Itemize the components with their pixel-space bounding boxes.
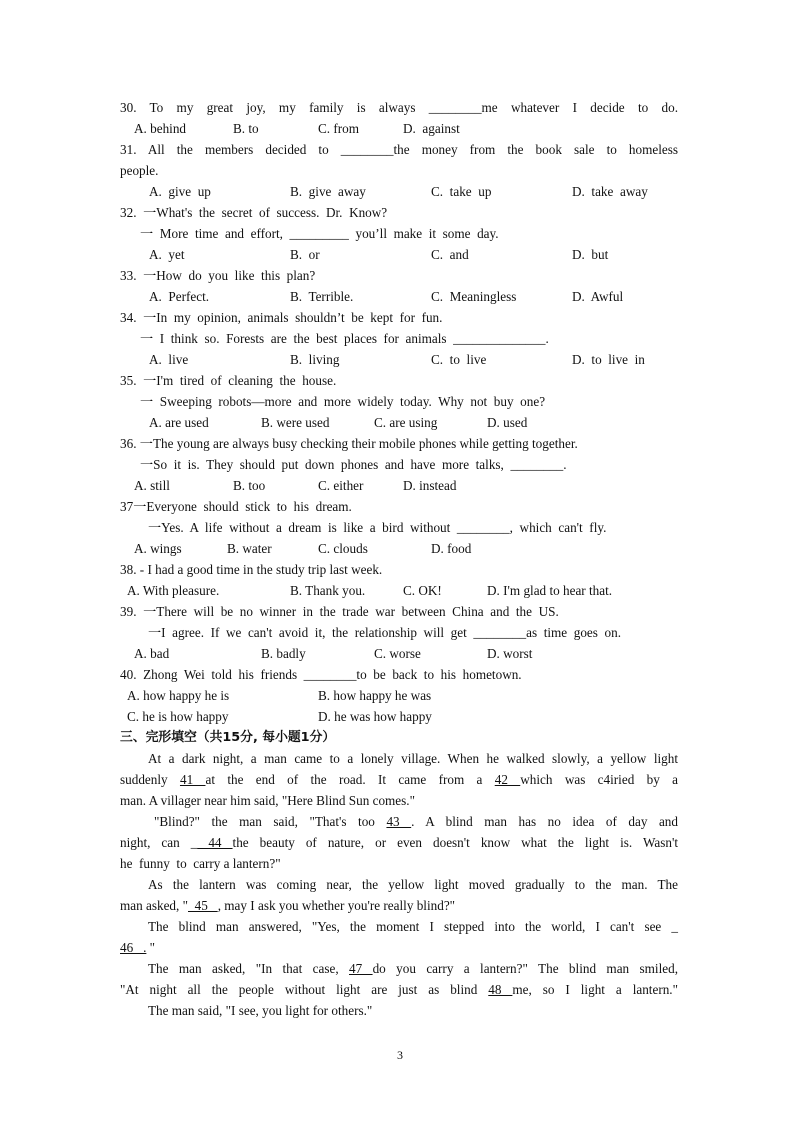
q36-option-d: D. instead — [403, 478, 457, 493]
q40-options-row2 — [120, 707, 678, 727]
q31-option-d: D. take away — [572, 184, 648, 199]
q35-option-d: D. used — [487, 415, 528, 430]
blank-45: 45 — [188, 898, 218, 913]
q37-option-d: D. food — [431, 541, 472, 556]
passage-p1-line1: At a dark night, a man came to a lonely village. When he walked slowly, a yellow light — [148, 751, 678, 766]
blank-46: 46 . — [120, 940, 147, 955]
q39-option-d: D. worst — [487, 646, 533, 661]
blank-43: 43 — [386, 814, 412, 829]
q36-option-b: B. too — [233, 478, 266, 493]
q36-option-a: A. still — [134, 478, 170, 493]
q34-response: 一 I think so. Forests are the best places for animals ______________. — [140, 331, 549, 346]
page-number: 3 — [397, 1048, 403, 1062]
q40-stem: 40. Zhong Wei told his friends ________to be back to his hometown. — [120, 667, 522, 682]
passage-p2-line3: he funny to carry a lantern?" — [120, 856, 281, 871]
q39-stem: 39. 一There will be no winner in the trade war between China and the US. — [120, 604, 559, 619]
q32-option-b: B. or — [290, 247, 320, 262]
q31-option-c: C. take up — [431, 184, 492, 199]
q39-option-b: B. badly — [261, 646, 306, 661]
q37-option-c: C. clouds — [318, 541, 368, 556]
passage-p4-line1: The blind man answered, "Yes, the moment I stepped into the world, I can't see _ — [148, 919, 678, 934]
q37-option-a: A. wings — [134, 541, 182, 556]
q33-option-d: D. Awful — [572, 289, 624, 304]
q30-option-c: C. from — [318, 121, 360, 136]
q34-option-b: B. living — [290, 352, 340, 367]
q34-stem: 34. 一In my opinion, animals shouldn’t be kept for fun. — [120, 310, 443, 325]
q33-stem: 33. 一How do you like this plan? — [120, 268, 316, 283]
q32-option-c: C. and — [431, 247, 469, 262]
blank-48: 48 — [488, 982, 513, 997]
q31-option-b: B. give away — [290, 184, 366, 199]
q30-option-b: B. to — [233, 121, 259, 136]
passage-p1-line3: man. A villager near him said, "Here Blind Sun comes." — [120, 793, 415, 808]
passage-p3-line1: As the lantern was coming near, the yellow light moved gradually to the man. The — [148, 877, 678, 892]
q37-stem: 37一Everyone should stick to his dream. — [120, 499, 352, 514]
q32-stem: 32. 一What's the secret of success. Dr. Know? — [120, 205, 388, 220]
q35-option-b: B. were used — [261, 415, 330, 430]
q33-option-c: C. Meaningless — [431, 289, 517, 304]
q32-options — [120, 245, 678, 265]
q30-option-d: D. against — [403, 121, 460, 136]
q38-option-d: D. I'm glad to hear that. — [487, 583, 613, 598]
q40-option-a: A. how happy he is — [127, 688, 230, 703]
passage-p3-line2: man asked, " 45 , may I ask you whether you're really blind?" — [120, 898, 456, 913]
q37-options — [120, 539, 678, 559]
q32-option-a: A. yet — [149, 247, 185, 262]
q40-option-d: D. he was how happy — [318, 709, 432, 724]
q36-response: 一So it is. They should put down phones and have more talks, ________. — [140, 457, 567, 472]
passage-p6-line1: The man said, "I see, you light for others." — [148, 1003, 373, 1018]
q34-option-d: D. to live in — [572, 352, 645, 367]
q33-option-b: B. Terrible. — [290, 289, 354, 304]
q38-option-a: A. With pleasure. — [127, 583, 220, 598]
q36-stem: 36. 一The young are always busy checking their mobile phones while getting together. — [120, 436, 578, 451]
passage-p5-line1: The man asked, "In that case, 47 do you carry a lantern?" The blind man smiled, — [148, 961, 678, 976]
q40-option-c: C. he is how happy — [127, 709, 229, 724]
q39-response: 一I agree. If we can't avoid it, the relationship will get ________as time goes on. — [148, 625, 621, 640]
q35-option-a: A. are used — [149, 415, 209, 430]
passage-p4-line2: 46 . " — [120, 940, 156, 955]
passage-p1-line2: suddenly 41 at the end of the road. It came from a 42 which was c4iried by a — [120, 772, 679, 787]
q35-stem: 35. 一I'm tired of cleaning the house. — [120, 373, 337, 388]
passage-p5-line2: "At night all the people without light are just as blind 48 me, so I light a lantern." — [120, 982, 678, 997]
q35-response: 一 Sweeping robots—more and more widely today. Why not buy one? — [140, 394, 546, 409]
blank-47: 47 — [349, 961, 373, 976]
q40-option-b: B. how happy he was — [318, 688, 432, 703]
q38-stem: 38. - I had a good time in the study trip last week. — [120, 562, 383, 577]
q34-options — [120, 350, 678, 370]
passage-p2-line1: "Blind?" the man said, "That's too 43 . A blind man has no idea of day and — [154, 814, 678, 829]
q40-options-row1 — [120, 686, 678, 706]
q38-option-b: B. Thank you. — [290, 583, 366, 598]
q39-option-c: C. worse — [374, 646, 421, 661]
q32-response: 一 More time and effort, _________ you’ll make it some day. — [140, 226, 499, 241]
q35-option-c: C. are using — [374, 415, 438, 430]
blank-44: 44 — [197, 835, 233, 850]
q31-stem: 31. All the members decided to ________the money from the book sale to homeless — [120, 142, 678, 157]
q30-option-a: A. behind — [134, 121, 187, 136]
q31-option-a: A. give up — [149, 184, 211, 199]
passage-p2-line2: night, can _ 44 the beauty of nature, or even doesn't know what the light is. Wasn't — [120, 835, 678, 850]
q33-options — [120, 287, 678, 307]
q36-option-c: C. either — [318, 478, 364, 493]
q37-option-b: B. water — [227, 541, 272, 556]
section-heading: 三、完形填空（共15分, 每小题1分） — [120, 730, 336, 745]
q30-options — [120, 119, 678, 139]
q37-response: 一Yes. A life without a dream is like a bird without ________, which can't fly. — [148, 520, 607, 535]
q34-option-c: C. to live — [431, 352, 487, 367]
q31-options — [120, 182, 678, 202]
q33-option-a: A. Perfect. — [149, 289, 210, 304]
q38-options — [120, 581, 678, 601]
q34-option-a: A. live — [149, 352, 189, 367]
q39-option-a: A. bad — [134, 646, 170, 661]
q38-option-c: C. OK! — [403, 583, 442, 598]
q35-options — [120, 413, 678, 433]
blank-42: 42 — [494, 772, 521, 787]
q32-option-d: D. but — [572, 247, 609, 262]
q39-options — [120, 644, 678, 664]
q36-options — [120, 476, 678, 496]
q31-stem-continued: people. — [120, 163, 159, 178]
blank-41: 41 — [179, 772, 206, 787]
q30-stem: 30. To my great joy, my family is always ________me whatever I decide to do. — [120, 100, 678, 115]
